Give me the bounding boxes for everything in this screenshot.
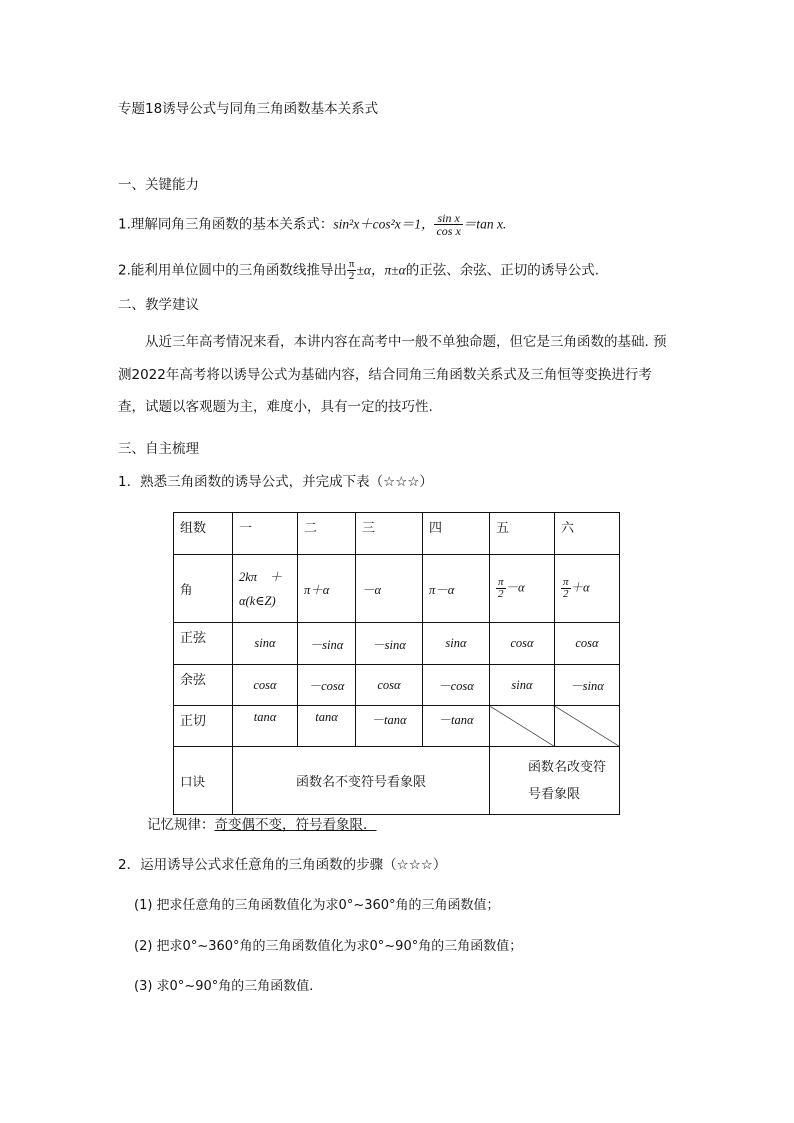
cosine-cell: －cosα bbox=[298, 665, 356, 706]
memory-rule-label: 记忆规律： bbox=[147, 817, 215, 833]
sine-label: 正弦 bbox=[174, 623, 233, 665]
angle-cell: －α bbox=[356, 555, 423, 623]
fraction-denominator: 2 bbox=[347, 270, 357, 282]
ability-item-1-text: 1.理解同角三角函数的基本关系式： bbox=[118, 216, 334, 233]
table-row-groups bbox=[174, 513, 620, 555]
sine-cell: －sinα bbox=[298, 623, 356, 665]
group-cell: 三 bbox=[356, 513, 423, 555]
review-item-1: 1．熟悉三角函数的诱导公式，并完成下表（☆☆☆） bbox=[118, 474, 433, 490]
sin-over-cos-fraction bbox=[434, 212, 462, 237]
sine-cell: －sinα bbox=[356, 623, 423, 665]
angle-cell: π＋α bbox=[298, 555, 356, 623]
table-row-mnemonic bbox=[174, 747, 620, 815]
sine-cell: sinα bbox=[423, 623, 490, 665]
ability-item-2 bbox=[118, 259, 599, 282]
fraction-denominator: 2 bbox=[496, 588, 506, 600]
cosine-cell: －cosα bbox=[423, 665, 490, 706]
tangent-empty-cell bbox=[490, 706, 555, 747]
group-cell: 六 bbox=[555, 513, 620, 555]
memory-rule-text: 奇变偶不变，符号看象限． bbox=[214, 817, 377, 833]
tangent-cell: －tanα bbox=[423, 706, 490, 747]
pi-over-2-fraction bbox=[496, 577, 506, 600]
tangent-cell: tanα bbox=[233, 706, 298, 747]
tangent-label: 正切 bbox=[174, 706, 233, 747]
memory-rule-line bbox=[147, 816, 377, 834]
group-cell: 二 bbox=[298, 513, 356, 555]
sine-cell: cosα bbox=[490, 623, 555, 665]
angle-line-2: α(k∈Z) bbox=[239, 593, 276, 608]
identity-formula: sin²x＋cos²x＝1， bbox=[333, 216, 435, 232]
section-1-heading: 一、关键能力 bbox=[118, 177, 199, 193]
angle-cell bbox=[555, 555, 620, 623]
step-2: (2) 把求0°~360°角的三角函数值化为求0°~90°角的三角函数值； bbox=[134, 939, 523, 954]
table-row-angles bbox=[174, 555, 620, 623]
angle-tail: －α bbox=[505, 580, 525, 595]
pi-over-2-fraction bbox=[561, 577, 571, 600]
fraction-numerator: π bbox=[498, 576, 504, 588]
sine-cell: sinα bbox=[233, 623, 298, 665]
cosine-cell: －sinα bbox=[555, 665, 620, 706]
cosine-cell: cosα bbox=[356, 665, 423, 706]
cosine-cell: cosα bbox=[233, 665, 298, 706]
angle-tail: ＋α bbox=[570, 580, 590, 595]
fraction-denominator: 2 bbox=[561, 588, 571, 600]
fraction-numerator: sin x bbox=[437, 211, 460, 225]
mnemonic-label: 口诀 bbox=[174, 747, 233, 815]
fraction-numerator: π bbox=[563, 576, 569, 588]
teaching-advice-paragraph: 从近三年高考情况来看，本讲内容在高考中一般不单独命题，但它是三角函数的基础. 预测2022年高考将以诱导公式为基础内容，结合同角三角函数关系式及三角恒等变换进行考查，试题以客观题为主，难度小，具有一定的技巧性. bbox=[118, 334, 667, 415]
angle-line-1: 2kπ ＋ bbox=[239, 569, 283, 584]
ability-item-1 bbox=[118, 212, 506, 237]
table-row-cosine bbox=[174, 665, 620, 706]
mnemonic-changed-line-1: 函数名改变符 bbox=[528, 759, 607, 775]
angle-cell: π－α bbox=[423, 555, 490, 623]
group-cell: 五 bbox=[490, 513, 555, 555]
table-row-tangent bbox=[174, 706, 620, 747]
section-2-heading: 二、教学建议 bbox=[118, 297, 199, 313]
tan-formula: ＝tan x. bbox=[462, 216, 507, 232]
induction-formula-table bbox=[173, 512, 620, 815]
group-cell: 一 bbox=[233, 513, 298, 555]
fraction-denominator: cos x bbox=[436, 224, 461, 238]
section-3-heading: 三、自主梳理 bbox=[118, 441, 199, 457]
table-row-sine bbox=[174, 623, 620, 665]
angle-formula: ±α，π±α bbox=[356, 262, 406, 278]
page-title: 专题18诱导公式与同角三角函数基本关系式 bbox=[118, 101, 379, 117]
cosine-cell: sinα bbox=[490, 665, 555, 706]
fraction-numerator: π bbox=[348, 258, 355, 270]
tangent-empty-cell bbox=[555, 706, 620, 747]
mnemonic-unchanged: 函数名不变符号看象限 bbox=[233, 747, 490, 815]
sine-cell: cosα bbox=[555, 623, 620, 665]
angle-cell bbox=[490, 555, 555, 623]
group-cell: 四 bbox=[423, 513, 490, 555]
tangent-cell: tanα bbox=[298, 706, 356, 747]
angle-label: 角 bbox=[174, 555, 233, 623]
review-item-2: 2．运用诱导公式求任意角的三角函数的步骤（☆☆☆） bbox=[118, 857, 447, 873]
tangent-cell: －tanα bbox=[356, 706, 423, 747]
ability-item-2-text: 2.能利用单位圆中的三角函数线推导出 bbox=[118, 262, 347, 279]
cosine-label: 余弦 bbox=[174, 665, 233, 706]
ability-item-2-suffix: 的正弦、余弦、正切的诱导公式. bbox=[405, 262, 600, 279]
angle-cell bbox=[233, 555, 298, 623]
step-1: (1) 把求任意角的三角函数值化为求0°~360°角的三角函数值； bbox=[134, 898, 500, 913]
step-3: (3) 求0°~90°角的三角函数值. bbox=[134, 979, 314, 994]
groups-label: 组数 bbox=[174, 513, 233, 555]
mnemonic-changed-line-2: 号看象限 bbox=[528, 786, 581, 802]
mnemonic-changed bbox=[490, 747, 620, 815]
